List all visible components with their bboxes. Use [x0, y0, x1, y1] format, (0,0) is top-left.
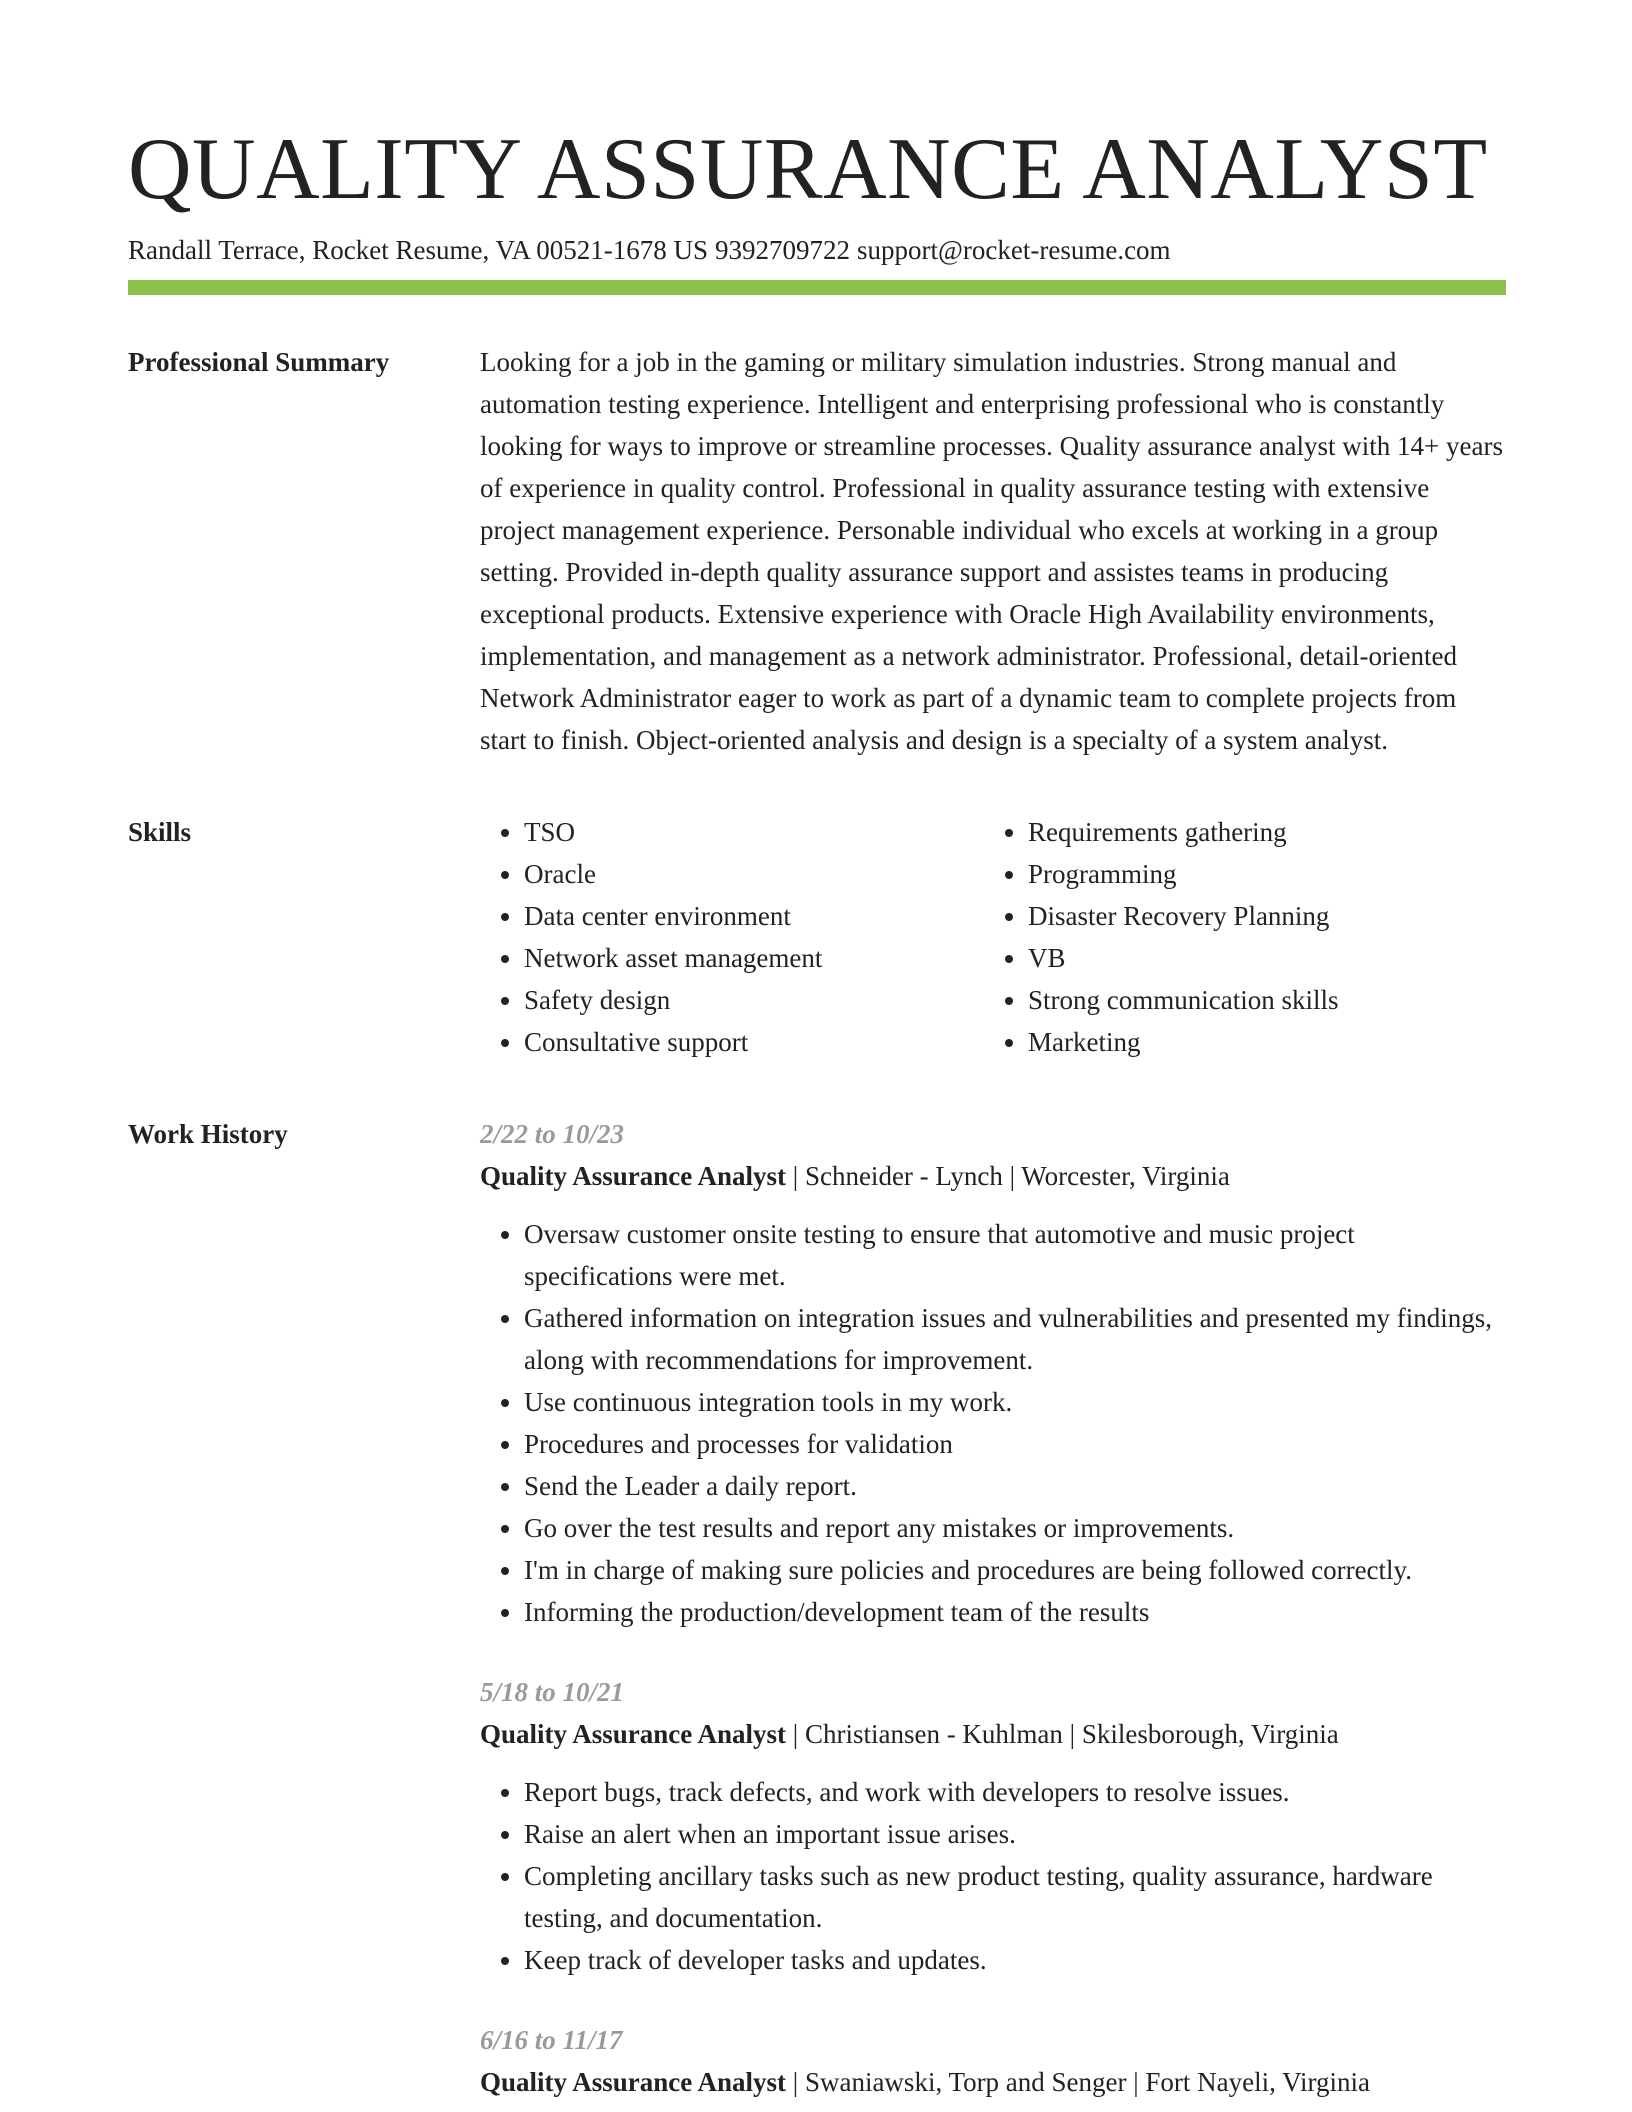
accent-divider — [128, 280, 1506, 295]
job-entry — [480, 2019, 1506, 2103]
job-role: Quality Assurance Analyst — [480, 2067, 787, 2097]
skill-item: • VB — [1028, 937, 1488, 979]
skill-item: • Requirements gathering — [1028, 811, 1488, 853]
job-bullet: • Report bugs, track defects, and work with developers to resolve issues. — [524, 1771, 1506, 1813]
job-entry — [480, 1113, 1506, 1633]
job-bullet: • Keep track of developer tasks and updates. — [524, 1939, 1506, 1981]
job-bullet: • Completing ancillary tasks such as new product testing, quality assurance, hardware testing, and documentation. — [524, 1855, 1506, 1939]
job-heading — [480, 2061, 1506, 2103]
work-history-heading: Work History — [128, 1119, 288, 1149]
work-history-section — [128, 1113, 1506, 2103]
skill-item: • Data center environment — [524, 895, 984, 937]
skill-item: • Oracle — [524, 853, 984, 895]
job-bullet: • Gathered information on integration issues and vulnerabilities and presented my findings, along with recommendations for improvement. — [524, 1297, 1506, 1381]
contact-address: Randall Terrace, Rocket Resume, VA 00521-1678 US — [128, 235, 709, 265]
contact-phone: 9392709722 — [715, 235, 851, 265]
job-dates: 2/22 to 10/23 — [480, 1119, 625, 1149]
skill-item: • Programming — [1028, 853, 1488, 895]
summary-heading: Professional Summary — [128, 347, 390, 377]
job-bullet: • Informing the production/development team of the results — [524, 1591, 1506, 1633]
job-details: | Swaniawski, Torp and Senger | Fort Nayeli, Virginia — [786, 2067, 1371, 2097]
skill-item: • TSO — [524, 811, 984, 853]
skills-grid — [480, 811, 1506, 1063]
job-bullet: • Procedures and processes for validation — [524, 1423, 1506, 1465]
work-history-body — [480, 1113, 1506, 2103]
job-dates: 6/16 to 11/17 — [480, 2025, 623, 2055]
resume-page — [128, 120, 1506, 2103]
job-bullets — [480, 1213, 1506, 1633]
summary-text: Looking for a job in the gaming or military simulation industries. Strong manual and automation testing experience. Intelligent and enterprising professional who is constantly looking for ways to improve or streamline processes. Quality assurance analyst with 14+ years of experience in quality control. Professional in quality assurance testing with extensive project management experience. Personable individual who excels at working in a group setting. Provided in-depth quality assurance support and assistes teams in producing exceptional products. Extensive experience with Oracle High Availability environments, implementation, and management as a network administrator. Professional, detail-oriented Network Administrator eager to work as part of a dynamic team to complete projects from start to finish. Object-oriented analysis and design is a specialty of a system analyst. — [480, 347, 1503, 755]
contact-email: support@rocket-resume.com — [857, 235, 1171, 265]
job-bullet: • Oversaw customer onsite testing to ensure that automotive and music project specifications were met. — [524, 1213, 1506, 1297]
skills-list-left — [480, 811, 984, 1063]
job-heading — [480, 1713, 1506, 1755]
job-heading — [480, 1155, 1506, 1197]
resume-title: QUALITY ASSURANCE ANALYST — [128, 121, 1488, 218]
skill-item: • Safety design — [524, 979, 984, 1021]
skills-list-right — [984, 811, 1488, 1063]
skill-item: • Marketing — [1028, 1021, 1488, 1063]
job-bullet: • I'm in charge of making sure policies and procedures are being followed correctly. — [524, 1549, 1506, 1591]
job-bullet: • Raise an alert when an important issue arises. — [524, 1813, 1506, 1855]
job-entry — [480, 1671, 1506, 1981]
skill-item: • Strong communication skills — [1028, 979, 1488, 1021]
skill-item: • Consultative support — [524, 1021, 984, 1063]
job-bullet: • Send the Leader a daily report. — [524, 1465, 1506, 1507]
skills-body — [480, 811, 1506, 1063]
skills-section — [128, 811, 1506, 1063]
job-details: | Schneider - Lynch | Worcester, Virginia — [786, 1161, 1230, 1191]
job-bullet: • Use continuous integration tools in my work. — [524, 1381, 1506, 1423]
job-role: Quality Assurance Analyst — [480, 1161, 787, 1191]
skill-item: • Disaster Recovery Planning — [1028, 895, 1488, 937]
skills-heading: Skills — [128, 817, 192, 847]
summary-body — [480, 341, 1506, 761]
job-bullets — [480, 1771, 1506, 1981]
skill-item: • Network asset management — [524, 937, 984, 979]
job-bullet: • Go over the test results and report any mistakes or improvements. — [524, 1507, 1506, 1549]
job-details: | Christiansen - Kuhlman | Skilesborough, Virginia — [786, 1719, 1339, 1749]
job-dates: 5/18 to 10/21 — [480, 1677, 625, 1707]
summary-section — [128, 341, 1506, 761]
contact-line — [128, 232, 1506, 268]
job-role: Quality Assurance Analyst — [480, 1719, 787, 1749]
